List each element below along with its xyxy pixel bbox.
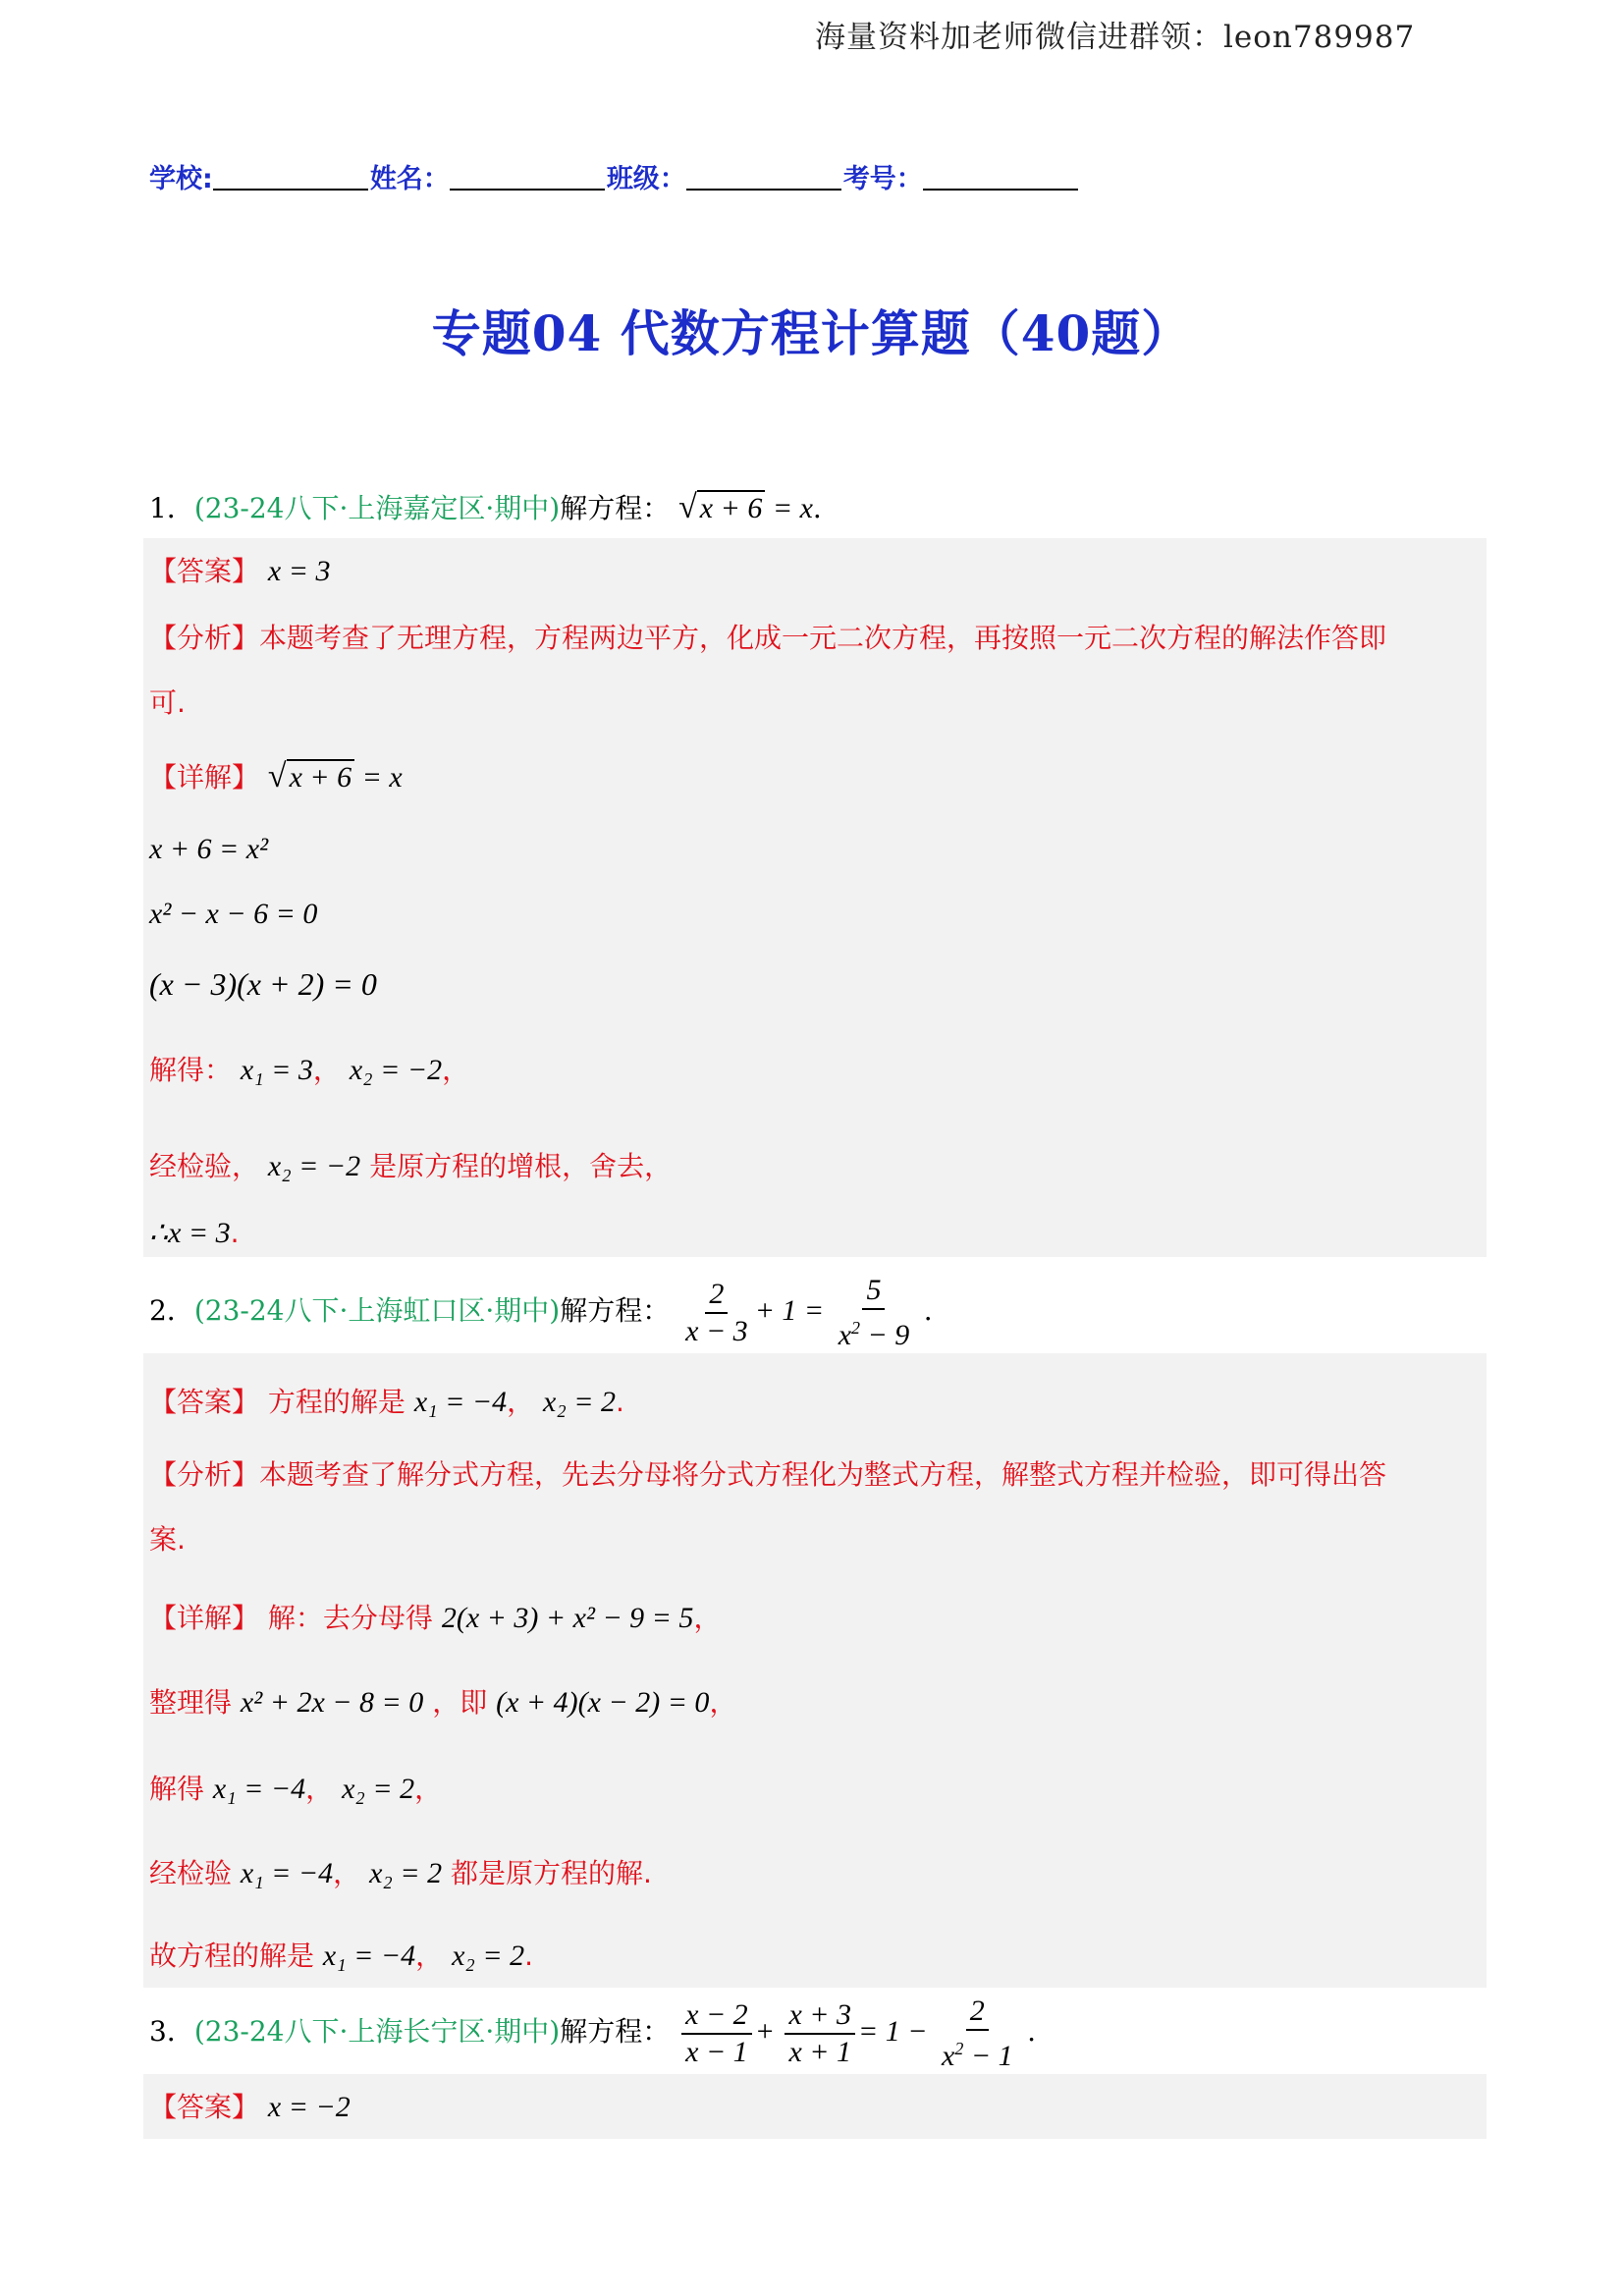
final-label: 故方程的解是: [149, 1940, 315, 1972]
answer-value: x = −2: [267, 2091, 351, 2123]
analysis-text: 本题考查了无理方程，方程两边平方，化成一元二次方程，再按照一元二次方程的解法作答即: [259, 622, 1387, 654]
final-row-2: 故方程的解是 x₁ = −4， x₂ = 2.: [149, 1940, 533, 1972]
name-label: 姓名：: [369, 164, 450, 194]
solved-row-2: 解得 x₁ = −4， x₂ = 2，: [149, 1773, 443, 1805]
check-x1: x₁ = −4: [240, 1857, 334, 1889]
class-blank[interactable]: [686, 187, 841, 191]
answer-row-1: [149, 550, 330, 589]
equation-q2: $\frac{2}{x - 3}$ + 1 = $\frac{5}{x^2 - 9}$: [685, 1274, 910, 1351]
analysis-row-2: [149, 1453, 1386, 1493]
class-label: 班级：: [606, 164, 686, 194]
check-tail: 是原方程的增根，舍去，: [369, 1150, 673, 1182]
solved-label: 解得：: [149, 1054, 233, 1086]
answer-label: 【答案】: [149, 555, 260, 587]
solved-label: 解得: [149, 1773, 205, 1805]
tidy-row-2: 整理得 x² + 2x − 8 = 0 ，即 (x + 4)(x − 2) = 0，: [149, 1686, 737, 1719]
check-row-1: [149, 1145, 672, 1184]
header-note: 海量资料加老师微信进群领：leon789987: [815, 20, 1416, 55]
final-x2: x₂ = 2: [452, 1940, 525, 1972]
answer-label: 【答案】: [149, 1386, 260, 1418]
detail-equation: 2(x + 3) + x² − 9 = 5: [441, 1602, 694, 1634]
solve-prefix: 解方程：: [560, 1293, 671, 1327]
equation-q3: $\frac{x - 2}{x - 1}$ + $\frac{x + 3}{x + 1}$ = 1 − $\frac{2}{x^2 - 1}$: [678, 2015, 1027, 2048]
school-label: 学校:: [149, 164, 213, 194]
final-answer: ∴x = 3: [149, 1217, 231, 1249]
analysis-text-cont: 案.: [149, 1523, 186, 1556]
tidy-factored: (x + 4)(x − 2) = 0: [496, 1686, 710, 1719]
answer-label: 【答案】: [149, 2091, 260, 2123]
step-2: x² − x − 6 = 0: [149, 898, 318, 930]
question-2: 2．(23-24八下·上海虹口区·期中)解方程： $\frac{2}{x - 3}$ + 1 = $\frac{5}{x^2 - 9}$ .: [149, 1274, 933, 1351]
question-number: 3．: [149, 2014, 194, 2048]
page-title: 专题04 代数方程计算题（40题）: [431, 304, 1192, 362]
solve-prefix: 解方程：: [560, 492, 671, 524]
exam-number-label: 考号：: [842, 164, 923, 194]
analysis-text-cont: 可.: [149, 686, 186, 719]
answer-row-2: 【答案】 方程的解是 x₁ = −4， x₂ = 2.: [149, 1386, 624, 1418]
check-row-2: 经检验 x₁ = −4， x₂ = 2 都是原方程的解.: [149, 1857, 652, 1889]
root-1: x₁ = −4: [212, 1773, 306, 1805]
tidy-mid: ，即: [432, 1686, 488, 1719]
solve-prefix: 解方程：: [560, 2014, 671, 2048]
analysis-label: 【分析】: [149, 622, 260, 654]
equation-q1: √ x + 6 = x: [678, 489, 813, 525]
answer-x1: x₁ = −4: [413, 1386, 508, 1418]
answer-text: 方程的解是: [267, 1386, 406, 1418]
analysis-text: 本题考查了解分式方程，先去分母将分式方程化为整式方程，解整式方程并检验，即可得出答: [259, 1458, 1387, 1491]
detail-label: 【详解】: [149, 1602, 260, 1634]
question-source: (23-24八下·上海虹口区·期中): [193, 1293, 561, 1327]
check-tail: 都是原方程的解.: [450, 1857, 652, 1889]
check-x2: x₂ = 2: [369, 1857, 443, 1889]
answer-x2: x₂ = 2: [543, 1386, 616, 1418]
exam-number-blank[interactable]: [923, 187, 1078, 191]
equation-q1-detail: √ x + 6 = x: [267, 758, 403, 794]
question-1: 1．(23-24八下·上海嘉定区·期中)解方程： √ x + 6 = x.: [149, 489, 822, 525]
root-1: x₁ = 3: [240, 1054, 313, 1086]
check-label: 经检验，: [149, 1150, 260, 1182]
student-info-row: [149, 157, 1080, 195]
root-2: x₂ = 2: [342, 1773, 415, 1805]
answer-value: x = 3: [267, 555, 331, 587]
solution-panel-2: [143, 1353, 1487, 1988]
answer-row-3: [149, 2086, 351, 2125]
tidy-equation: x² + 2x − 8 = 0: [240, 1686, 424, 1719]
school-blank[interactable]: [213, 187, 368, 191]
analysis-label: 【分析】: [149, 1458, 260, 1491]
step-3: (x − 3)(x + 2) = 0: [149, 966, 377, 1002]
question-source: (23-24八下·上海嘉定区·期中): [193, 492, 561, 524]
check-label: 经检验: [149, 1857, 233, 1889]
analysis-row-1: [149, 617, 1386, 656]
check-value: x₂ = −2: [267, 1150, 361, 1182]
question-number: 1．: [149, 492, 194, 524]
root-2: x₂ = −2: [349, 1054, 443, 1086]
name-blank[interactable]: [450, 187, 605, 191]
question-3: 3．(23-24八下·上海长宁区·期中)解方程： $\frac{x - 2}{x - 1}$ + $\frac{x + 3}{x + 1}$ = 1 − $\frac{2}{x^2 - 1}$ .: [149, 1995, 1036, 2072]
final-x1: x₁ = −4: [322, 1940, 416, 1972]
step-1: x + 6 = x²: [149, 833, 269, 865]
detail-row-2: 【详解】 解：去分母得 2(x + 3) + x² − 9 = 5，: [149, 1602, 722, 1634]
detail-row-1: [149, 756, 403, 795]
final-row-1: ∴x = 3.: [149, 1217, 240, 1249]
tidy-label: 整理得: [149, 1686, 233, 1719]
detail-label: 【详解】: [149, 761, 260, 793]
solved-row-1: 解得： x₁ = 3， x₂ = −2，: [149, 1054, 470, 1086]
question-source: (23-24八下·上海长宁区·期中): [193, 2014, 561, 2048]
question-number: 2．: [149, 1293, 194, 1327]
detail-text: 解：去分母得: [267, 1602, 433, 1634]
